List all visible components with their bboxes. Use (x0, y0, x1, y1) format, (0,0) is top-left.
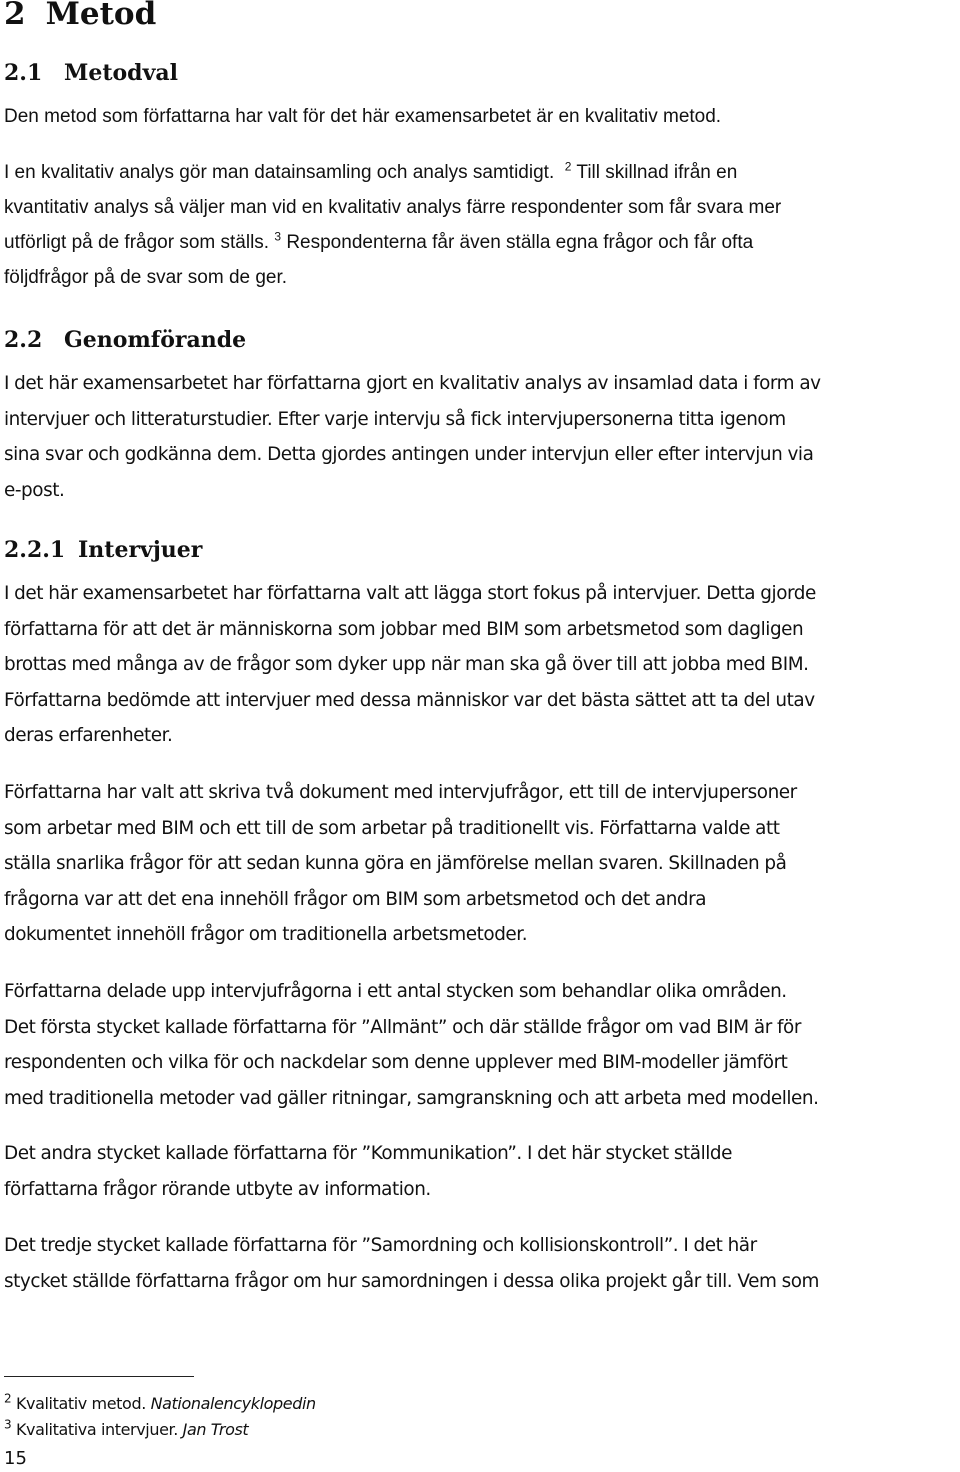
text-line: e-post. (4, 479, 65, 501)
section-heading-genomforande (4, 322, 246, 358)
footnote-divider (4, 1376, 194, 1377)
text-line: deras erfarenheter. (4, 725, 173, 747)
text-line: intervjuer och litteraturstudier. Efter varje intervju så fick intervjupersonerna titta igenom (4, 408, 786, 430)
footnote-source: Nationalencyklopedin (150, 1394, 316, 1413)
footnote (4, 1419, 248, 1441)
text-line: följdfrågor på de svar som de ger. (4, 267, 288, 288)
chapter-number: 2 (4, 0, 26, 32)
text-line: stycket ställde författarna frågor om hur samordningen i dessa olika projekt går till. Vem som (4, 1270, 820, 1292)
text-line: Författarna delade upp intervjufrågorna i ett antal stycken som behandlar olika områden. (4, 981, 787, 1002)
paragraph (4, 576, 958, 754)
text-line: kvantitativ analys så väljer man vid en kvalitativ analys färre respondenter som får svara mer (4, 197, 782, 218)
text-fragment: I en kvalitativ analys gör man datainsamling och analys samtidigt. (4, 162, 555, 183)
section-title: Metodval (64, 60, 178, 86)
paragraph (4, 775, 958, 953)
section-number: 2.1 (4, 60, 43, 86)
text-line: I det här examensarbetet har författarna gjort en kvalitativ analys av insamlad data i form av (4, 373, 821, 394)
paragraph (4, 366, 958, 508)
text-line: brottas med många av de frågor som dyker upp när man ska gå över till att jobba med BIM. (4, 654, 809, 676)
text-line: författarna för att det är människorna som jobbar med BIM som arbetsmetod som dagligen (4, 618, 804, 640)
text-fragment: utförligt på de frågor som ställs. (4, 232, 270, 253)
footnote-source: Jan Trost (182, 1420, 249, 1439)
footnote-text: Kvalitativ metod. (15, 1394, 146, 1413)
text-line: respondenten och vilka för och nackdelar som denne upplever med BIM-modeller jämfört (4, 1052, 788, 1074)
section-heading-metodval (4, 55, 178, 91)
footnote-mark: 3 (4, 1417, 12, 1432)
text-line: I det här examensarbetet har författarna valt att lägga stort fokus på intervjuer. Detta gjorde (4, 583, 816, 604)
text-line: Det första stycket kallade författarna för ”Allmänt” och där ställde frågor om vad BIM är för (4, 1016, 801, 1038)
text-line: med traditionella metoder vad gäller ritningar, samgranskning och att arbeta med modellen. (4, 1087, 819, 1109)
footnote (4, 1393, 316, 1415)
section-title: Genomförande (64, 327, 247, 353)
text-line (4, 225, 956, 260)
text-line: frågorna var att det ena innehöll frågor om BIM som arbetsmetod och det andra (4, 888, 707, 910)
text-line: sina svar och godkänna dem. Detta gjordes antingen under intervjun eller efter intervjun via (4, 444, 814, 466)
text-line: Det tredje stycket kallade författarna för ”Samordning och kollisionskontroll”. I det här (4, 1235, 757, 1256)
footnote-ref[interactable]: 3 (274, 229, 282, 244)
paragraph (4, 155, 956, 295)
paragraph (4, 1136, 958, 1207)
text-line: Det andra stycket kallade författarna för ”Kommunikation”. I det här stycket ställde (4, 1143, 733, 1164)
text-line: som arbetar med BIM och ett till de som arbetar på traditionellt vis. Författarna valde att (4, 817, 780, 839)
text-line: ställa snarlika frågor för att sedan kunna göra en jämförelse mellan svaren. Skillnaden på (4, 853, 787, 875)
chapter-title: Metod (45, 0, 157, 32)
text-line (4, 155, 956, 190)
text-line: dokumentet innehöll frågor om traditionella arbetsmetoder. (4, 924, 528, 946)
paragraph (4, 99, 956, 134)
subsection-title: Intervjuer (78, 537, 203, 563)
text-line: Den metod som författarna har valt för det här examensarbetet är en kvalitativ metod. (4, 106, 722, 127)
footnote-mark: 2 (4, 1391, 12, 1406)
text-line: författarna frågor rörande utbyte av information. (4, 1178, 431, 1200)
subsection-number: 2.2.1 (4, 537, 66, 563)
paragraph (4, 1228, 958, 1299)
subsection-heading-intervjuer (4, 532, 202, 568)
chapter-heading (4, 0, 156, 36)
paragraph (4, 974, 958, 1116)
footnote-ref[interactable]: 2 (564, 159, 572, 174)
text-fragment: Till skillnad ifrån en (576, 162, 738, 183)
footnote-text: Kvalitativa intervjuer. (15, 1420, 178, 1439)
page-number: 15 (4, 1448, 27, 1469)
text-line: Författarna bedömde att intervjuer med dessa människor var det bästa sättet att ta del utav (4, 689, 815, 711)
text-line: Författarna har valt att skriva två dokument med intervjufrågor, ett till de intervjupersoner (4, 782, 797, 803)
section-number: 2.2 (4, 327, 43, 353)
text-fragment: Respondenterna får även ställa egna frågor och får ofta (286, 232, 754, 253)
